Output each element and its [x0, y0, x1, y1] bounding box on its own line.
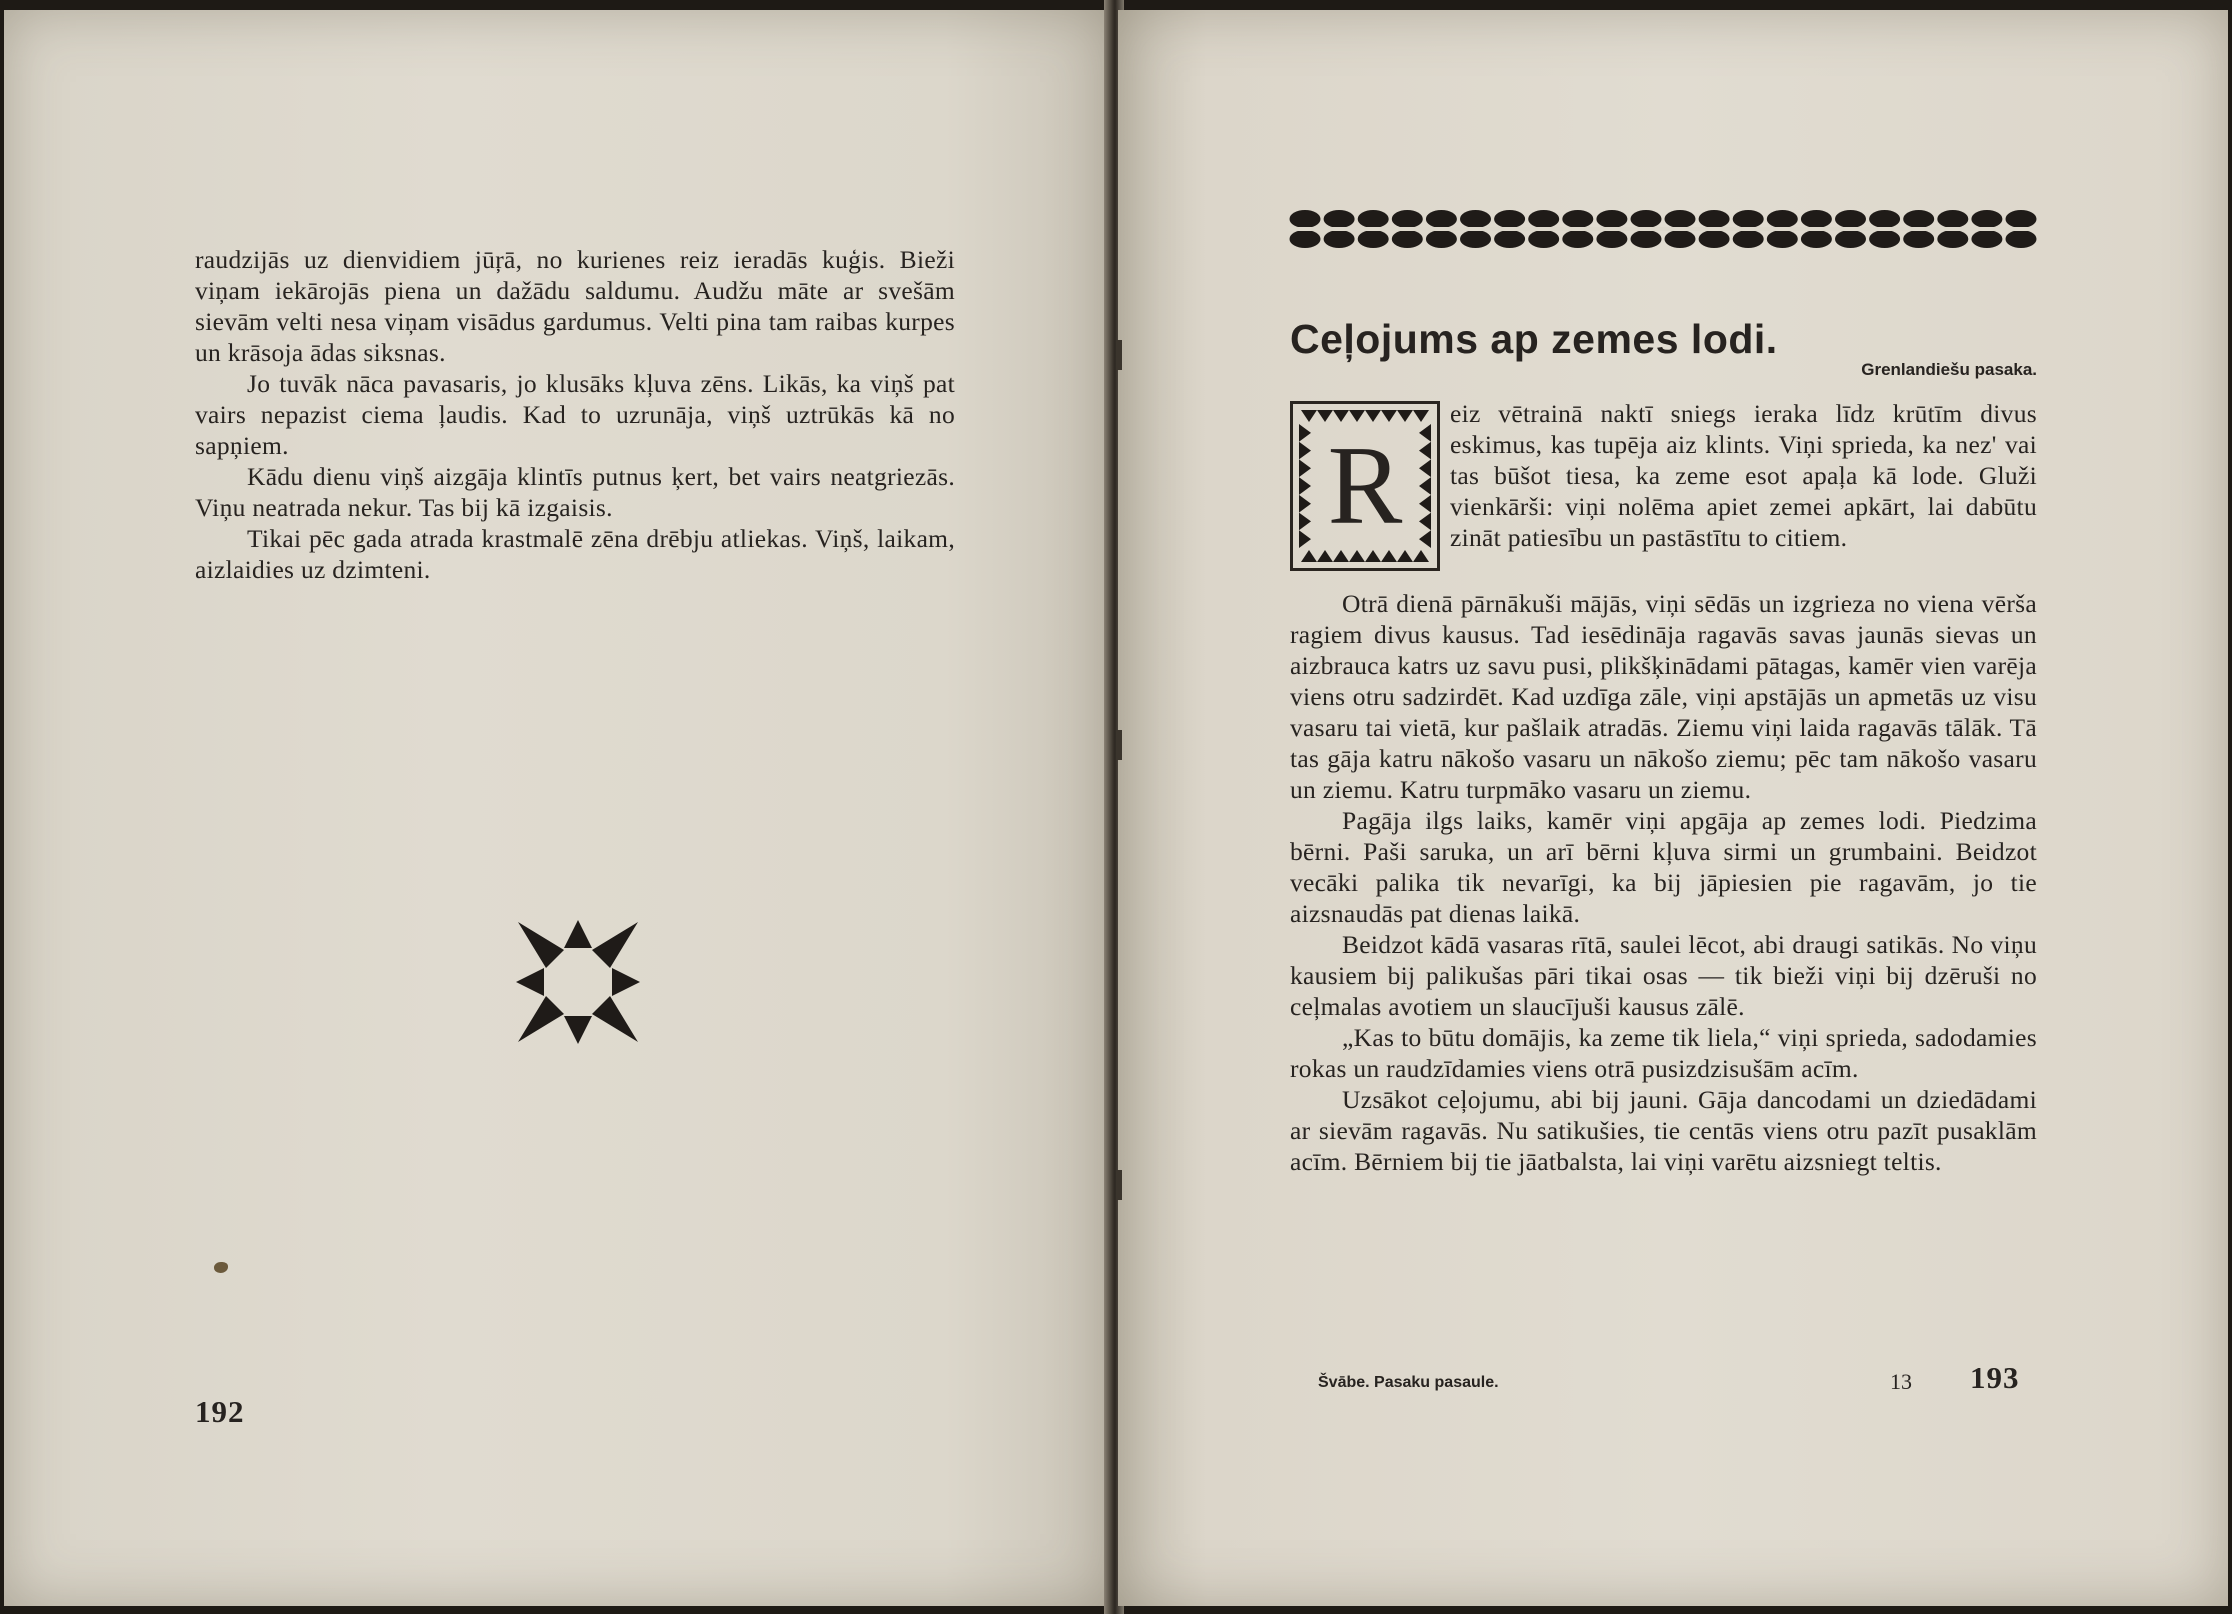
- headband-wave: [1767, 210, 1798, 228]
- right-paragraph-3: Beidzot kādā vasaras rītā, saulei lēcot, abi draugi satikās. No viņu kausiem bij palikušas pāri tikai osas — tik bieži viņi bij dzēruši no ceļmalas avotiem un slaucījuši kausus zālē.: [1290, 930, 2037, 1021]
- ink-spot: [214, 1262, 228, 1273]
- drop-cap-triangle: [1365, 410, 1381, 422]
- headband-wave: [1801, 210, 1832, 228]
- binding-thread: [1116, 340, 1122, 370]
- headband-wave: [1835, 210, 1866, 228]
- right-paragraph-4: „Kas to būtu domājis, ka zeme tik liela,“ viņi sprieda, sadodamies rokas un raudzīdamies viens otrā pusizdzisušām acīm.: [1290, 1023, 2037, 1083]
- right-paragraph-2: Pagāja ilgs laiks, kamēr viņi apgāja ap zemes lodi. Piedzima bērni. Paši saruka, un arī bērni kļuva sirmi un grumbaini. Beidzot vecāki palika tik nevarīgi, ka bij jāpiesien pie ragavām, jo tie aizsnaudās pat dienas laikā.: [1290, 806, 2037, 928]
- headband-wave: [1971, 230, 2002, 248]
- story-subtitle: Grenlandiešu pasaka.: [1861, 360, 2037, 379]
- headband-wave: [1767, 230, 1798, 248]
- drop-cap-triangle: [1397, 410, 1413, 422]
- headband-wave: [1631, 210, 1662, 228]
- headband-wave: [1869, 210, 1900, 228]
- headband-wave: [1358, 230, 1389, 248]
- headband-wave: [1324, 210, 1355, 228]
- right-page-number: 193: [1970, 1360, 2020, 1395]
- wave-headband-icon: [1288, 206, 2038, 252]
- first-paragraph-text: [1450, 398, 2037, 553]
- left-paragraph-3: Kādu dienu viņš aizgāja klintīs putnus ķert, bet vairs neatgriezās. Viņu neatrada nekur. Tas bij kā izgaisis.: [195, 462, 955, 522]
- headband-wave: [1290, 210, 1321, 228]
- right-page-text: [1290, 588, 2037, 1177]
- headband-wave: [1426, 210, 1457, 228]
- right-paragraph-1: Otrā dienā pārnākuši mājās, viņi sēdās un izgrieza no viena vērša ragiem divus kausus. Tad iesēdināja ragavās savas jaunās sievas un aizbrauca katrs uz savu pusi, plikšķinādami pātagas, kamēr vien varēja viens otru sadzirdēt. Kad uzdīga zāle, viņi apstājās un apmetās uz visu vasaru tai vietā, kur pašlaik atradās. Ziemu viņi laida ragavās tālāk. Tā tas gāja katru nākošo vasaru un nākošo ziemu; pēc tam nākošo vasaru un ziemu. Katru turpmāko vasaru un ziemu.: [1290, 589, 2037, 804]
- drop-cap-letter: R: [1327, 424, 1403, 548]
- headband-wave: [1631, 230, 1662, 248]
- headband-wave: [1358, 210, 1389, 228]
- drop-cap-triangle: [1349, 550, 1365, 562]
- headband-wave: [1903, 230, 1934, 248]
- headband-wave: [1801, 230, 1832, 248]
- right-page: [1118, 10, 2228, 1606]
- headband-wave: [1528, 210, 1559, 228]
- drop-cap-triangle: [1301, 550, 1317, 562]
- headband-wave: [1562, 210, 1593, 228]
- headband-wave: [1460, 230, 1491, 248]
- first-paragraph-rest: eiz vētrainā naktī sniegs ieraka līdz krūtīm divus eskimus, kas tupēja aiz klints. Viņi sprieda, ka nez' vai tas būšot tiesa, ka zeme esot apaļa kā lode. Gluži vienkārši: viņi nolēma apiet zemei apkārt, lai dabūtu zināt patiesību un pastāstītu to citiem.: [1450, 399, 2037, 552]
- drop-cap-triangle: [1317, 410, 1333, 422]
- drop-cap-triangle: [1365, 550, 1381, 562]
- left-paragraph-2: Jo tuvāk nāca pavasaris, jo klusāks kļuva zēns. Likās, ka viņš pat vairs nepazist ciema ļaudis. Kad to uzrunāja, viņš uztrūkās kā no sapņiem.: [195, 369, 955, 460]
- drop-cap-triangle: [1301, 410, 1317, 422]
- headband-divider: [1288, 227, 2038, 231]
- headband-wave: [1733, 230, 1764, 248]
- drop-cap-frame: [1290, 401, 1440, 571]
- headband-wave: [2006, 230, 2037, 248]
- right-paragraph-5: Uzsākot ceļojumu, abi bij jauni. Gāja dancodami un dziedādami ar sievām ragavās. Nu satikušies, tie centās viens otru pazīt pusaklām acīm. Bērniem bij tie jāatbalsta, lai viņi varētu aizsniegt teltis.: [1290, 1085, 2037, 1176]
- drop-cap-triangle: [1317, 550, 1333, 562]
- headband-wave: [1392, 230, 1423, 248]
- headband-wave: [1903, 210, 1934, 228]
- headband-wave: [1494, 210, 1525, 228]
- headband-wave: [1426, 230, 1457, 248]
- headband-wave: [1562, 230, 1593, 248]
- drop-cap-triangle: [1413, 550, 1429, 562]
- signature-mark: 13: [1890, 1369, 1912, 1394]
- drop-cap-triangle: [1333, 410, 1349, 422]
- drop-cap-triangle: [1397, 550, 1413, 562]
- story-title: Ceļojums ap zemes lodi.: [1290, 316, 1778, 362]
- headband-wave: [1665, 210, 1696, 228]
- star-ornament-icon: [516, 920, 640, 1044]
- headband-wave: [1596, 230, 1627, 248]
- left-page-text: [195, 244, 955, 585]
- drop-cap-triangle: [1381, 410, 1397, 422]
- binding-thread: [1116, 1170, 1122, 1200]
- headband-wave: [1665, 230, 1696, 248]
- headband-wave: [1494, 230, 1525, 248]
- headband-wave: [1835, 230, 1866, 248]
- headband-wave: [1460, 210, 1491, 228]
- left-page-number: 192: [195, 1394, 245, 1429]
- drop-cap-triangle: [1381, 550, 1397, 562]
- left-paragraph-4: Tikai pēc gada atrada krastmalē zēna drēbju atliekas. Viņš, laikam, aizlaidies uz dzimteni.: [195, 524, 955, 584]
- drop-cap-triangle: [1333, 550, 1349, 562]
- drop-cap-triangle: [1413, 410, 1429, 422]
- headband-wave: [1324, 230, 1355, 248]
- headband-wave: [2006, 210, 2037, 228]
- headband-wave: [1290, 230, 1321, 248]
- headband-wave: [1392, 210, 1423, 228]
- headband-wave: [1869, 230, 1900, 248]
- left-page: [4, 10, 1112, 1606]
- headband-wave: [1699, 230, 1730, 248]
- headband-wave: [1699, 210, 1730, 228]
- headband-wave: [1971, 210, 2002, 228]
- binding-thread: [1116, 730, 1122, 760]
- drop-cap-triangle: [1349, 410, 1365, 422]
- footer-credit: Švābe. Pasaku pasaule.: [1318, 1374, 1499, 1391]
- left-paragraph-1: raudzijās uz dienvidiem jūŗā, no kurienes reiz ieradās kuģis. Bieži viņam iekārojās piena un dažādu saldumu. Audžu māte ar svešām sievām velti nesa viņam visādus gardumus. Velti pina tam raibas kurpes un krāsoja ādas siksnas.: [195, 245, 955, 367]
- headband-wave: [1733, 210, 1764, 228]
- headband-wave: [1528, 230, 1559, 248]
- headband-wave: [1596, 210, 1627, 228]
- headband-wave: [1937, 230, 1968, 248]
- headband-wave: [1937, 210, 1968, 228]
